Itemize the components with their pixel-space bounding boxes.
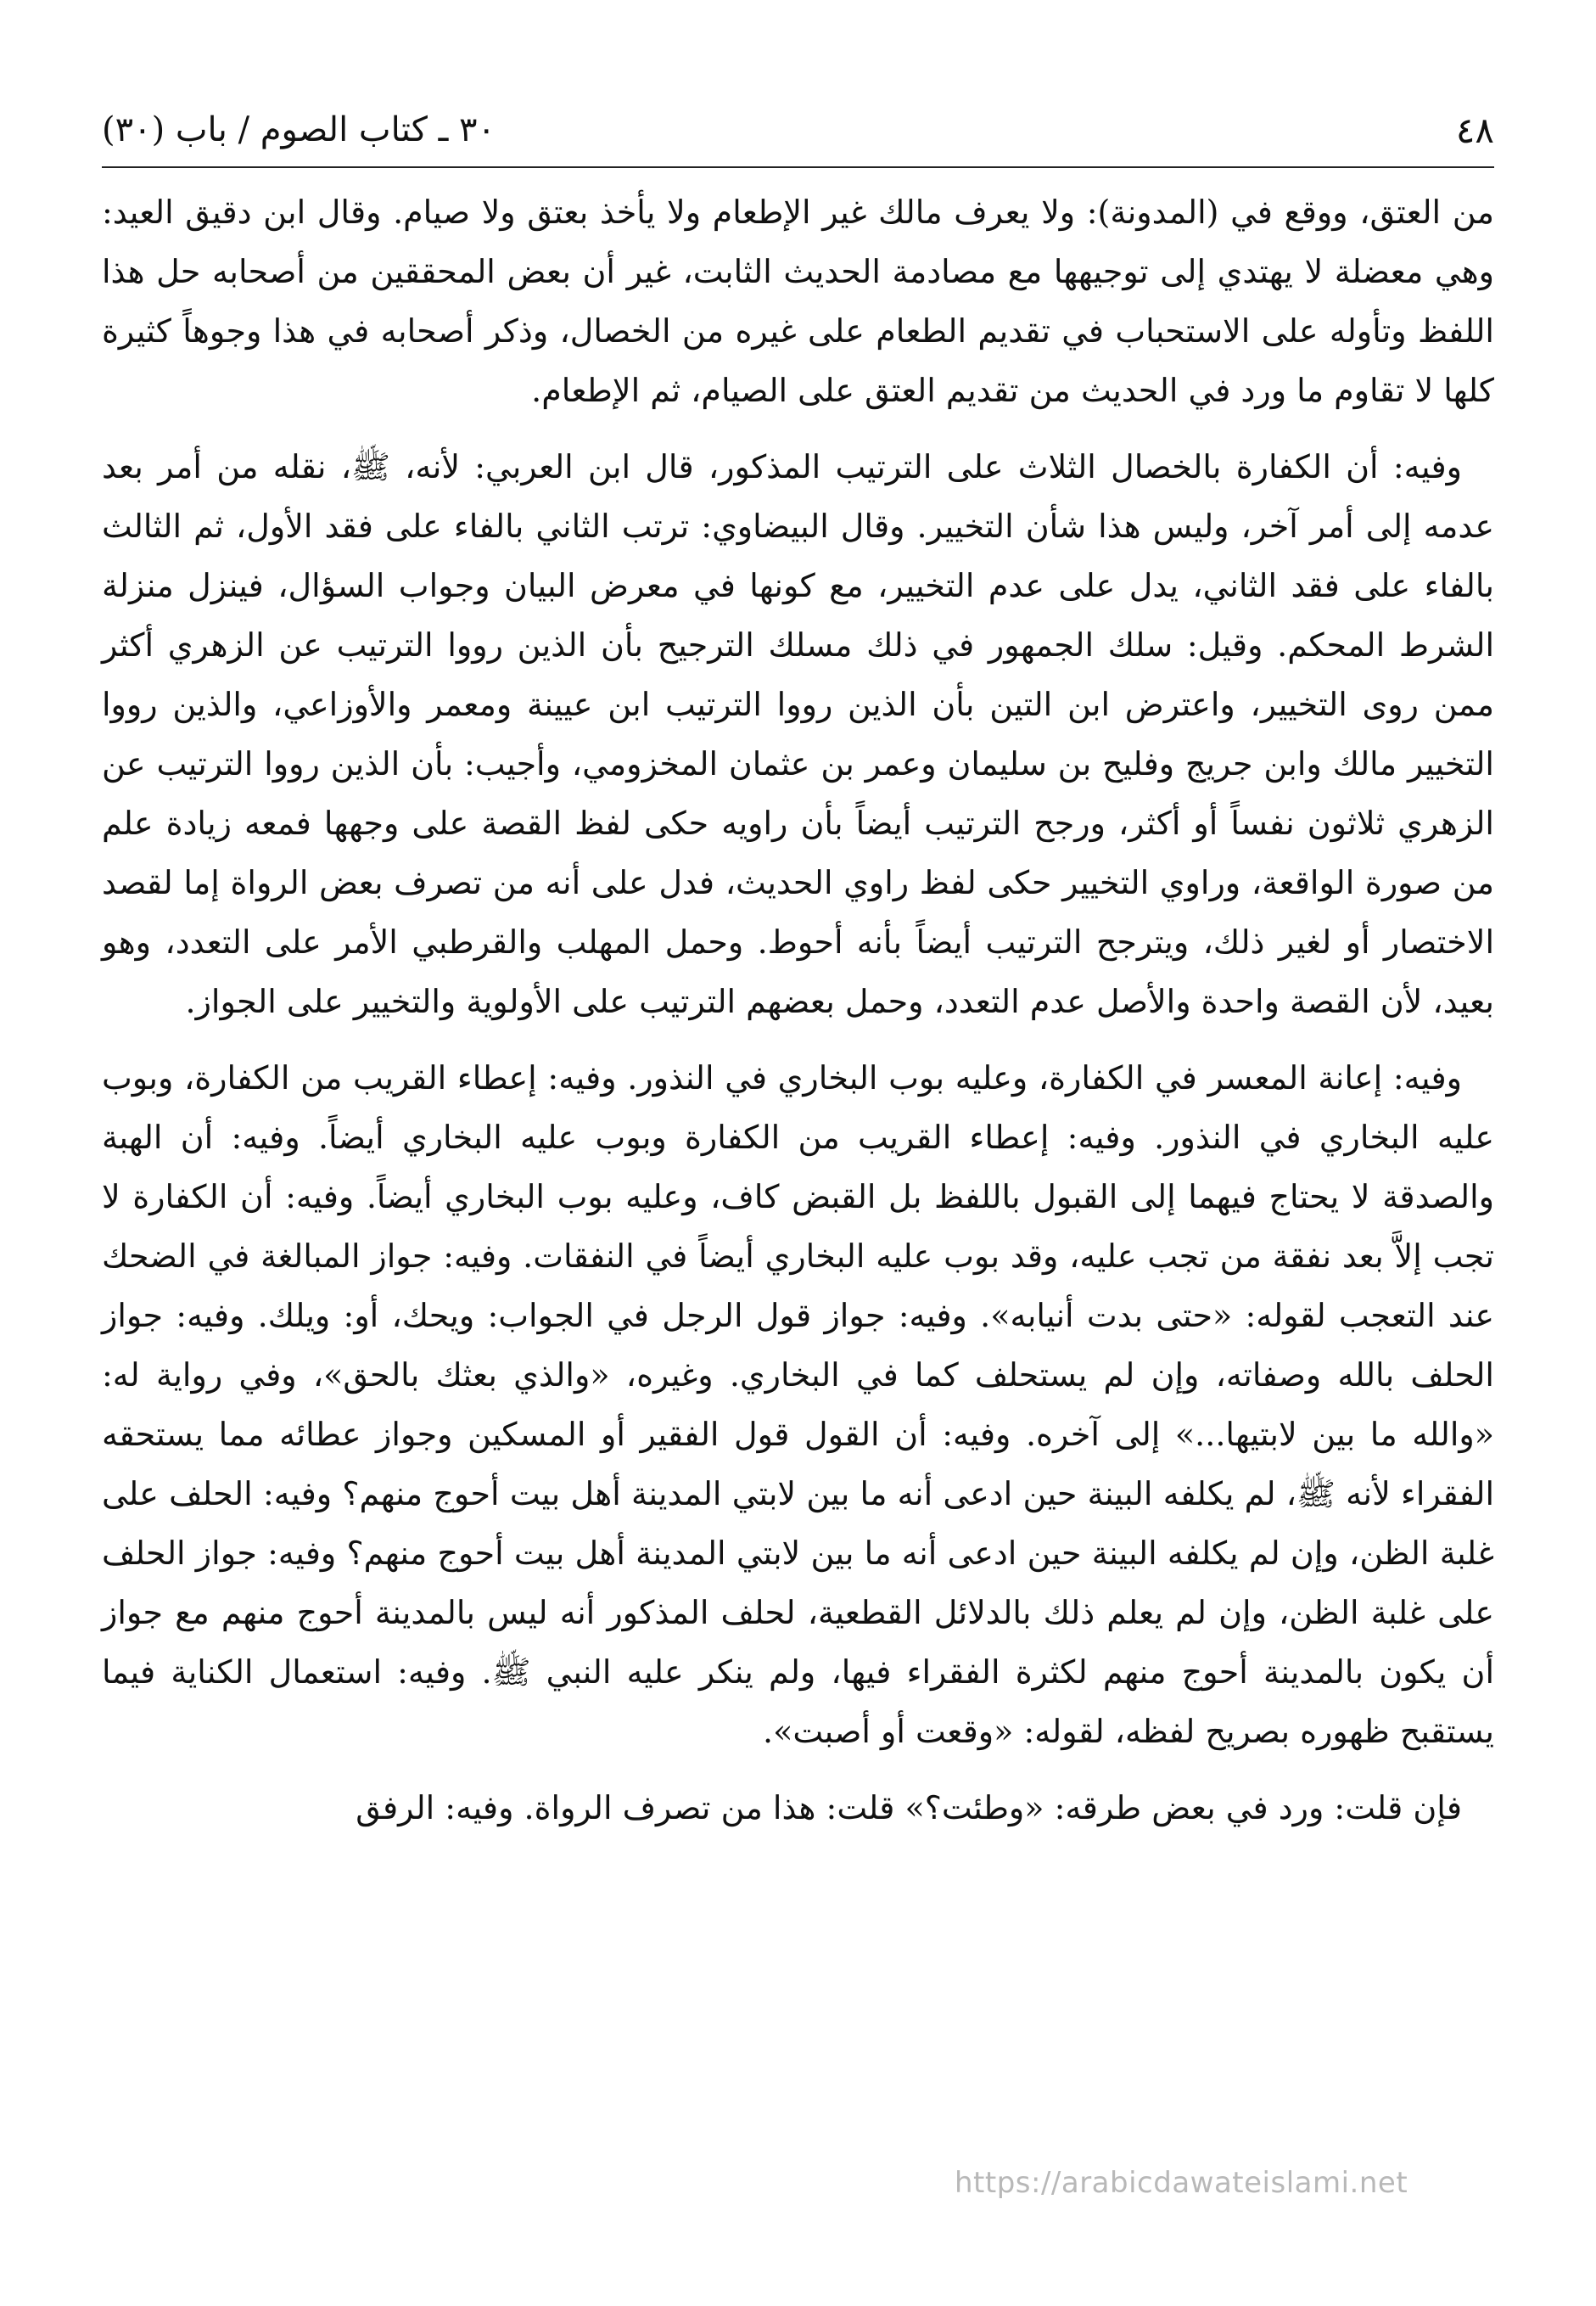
- page-number: ٤٨: [1455, 109, 1494, 151]
- watermark-url: https://arabicdawateislami.net: [955, 2166, 1408, 2200]
- paragraph: فإن قلت: ورد في بعض طرقه: «وطئت؟» قلت: هذا من تصرف الرواة. وفيه: الرفق: [356, 1789, 1462, 1826]
- paragraph: وفيه: أن الكفارة بالخصال الثلاث على الترتيب المذكور، قال ابن العربي: لأنه، ﷺ، نقله من أمر بعد عدمه إلى أمر آخر، وليس هذا شأن التخيير. وقال البيضاوي: ترتب الثاني بالفاء على فقد الأول، ثم الثالث بالفاء على فقد الثاني، يدل على عدم التخيير، مع كونها في معرض البيان وجواب السؤال، فينزل منزلة الشرط المحكم. وقيل: سلك الجمهور في ذلك مسلك الترجيح بأن الذين رووا الترتيب عن الزهري أكثر ممن روى التخيير، واعترض ابن التين بأن الذين رووا الترتيب ابن عيينة ومعمر والأوزاعي، والذين رووا التخيير مالك وابن جريج وفليح بن سليمان وعمر بن عثمان المخزومي، وأجيب: بأن الذين رووا الترتيب عن الزهري ثلاثون نفساً أو أكثر، ورجح الترتيب أيضاً بأن راويه حكى لفظ القصة على وجهها فمعه زيادة علم من صورة الواقعة، وراوي التخيير حكى لفظ راوي الحديث، فدل على أنه من تصرف بعض الرواة إما لقصد الاختصار أو لغير ذلك، ويترجح الترتيب أيضاً بأنه أحوط. وحمل المهلب والقرطبي الأمر على التعدد، وهو بعيد، لأن القصة واحدة والأصل عدم التعدد، وحمل بعضهم الترتيب على الأولوية والتخيير على الجواز.: [102, 448, 1494, 1020]
- header-rule: [102, 166, 1494, 168]
- paragraph: وفيه: إعانة المعسر في الكفارة، وعليه بوب البخاري في النذور. وفيه: إعطاء القريب من الكفارة، وبوب عليه البخاري في النذور. وفيه: إعطاء القريب من الكفارة وبوب عليه البخاري أيضاً. وفيه: أن الهبة والصدقة لا يحتاج فيهما إلى القبول باللفظ بل القبض كاف، وعليه بوب البخاري أيضاً. وفيه: أن الكفارة لا تجب إلاَّ بعد نفقة من تجب عليه، وقد بوب عليه البخاري أيضاً في النفقات. وفيه: جواز المبالغة في الضحك عند التعجب لقوله: «حتى بدت أنيابه». وفيه: جواز قول الرجل في الجواب: ويحك، أو: ويلك. وفيه: جواز الحلف بالله وصفاته، وإن لم يستحلف كما في البخاري. وغيره، «والذي بعثك بالحق»، وفي رواية له: «والله ما بين لابتيها...» إلى آخره. وفيه: أن القول قول الفقير أو المسكين وجواز عطائه مما يستحقه الفقراء لأنه ﷺ، لم يكلفه البينة حين ادعى أنه ما بين لابتي المدينة أهل بيت أحوج منهم؟ وفيه: الحلف على غلبة الظن، وإن لم يكلفه البينة حين ادعى أنه ما بين لابتي المدينة أهل بيت أحوج منهم؟ وفيه: جواز الحلف على غلبة الظن، وإن لم يعلم ذلك بالدلائل القطعية، لحلف المذكور أنه ليس بالمدينة أحوج منهم مع جواز أن يكون بالمدينة أحوج منهم لكثرة الفقراء فيها، ولم ينكر عليه النبي ﷺ. وفيه: استعمال الكناية فيما يستقبح ظهوره بصريح لفظه، لقوله: «وقعت أو أصبت».: [102, 1059, 1494, 1750]
- paragraph: من العتق، ووقع في (المدونة): ولا يعرف مالك غير الإطعام ولا يأخذ بعتق ولا صيام. وقال ابن دقيق العيد: وهي معضلة لا يهتدي إلى توجيهها مع مصادمة الحديث الثابت، غير أن بعض المحققين من أصحابه حل هذا اللفظ وتأوله على الاستحباب في تقديم الطعام على غيره من الخصال، وذكر أصحابه في هذا وجوهاً كثيرة كلها لا تقاوم ما ورد في الحديث من تقديم العتق على الصيام، ثم الإطعام.: [102, 194, 1494, 409]
- running-title: ٣٠ ـ كتاب الصوم / باب (٣٠): [102, 110, 496, 149]
- page-header: [102, 100, 1494, 160]
- main-text: [102, 182, 1494, 1838]
